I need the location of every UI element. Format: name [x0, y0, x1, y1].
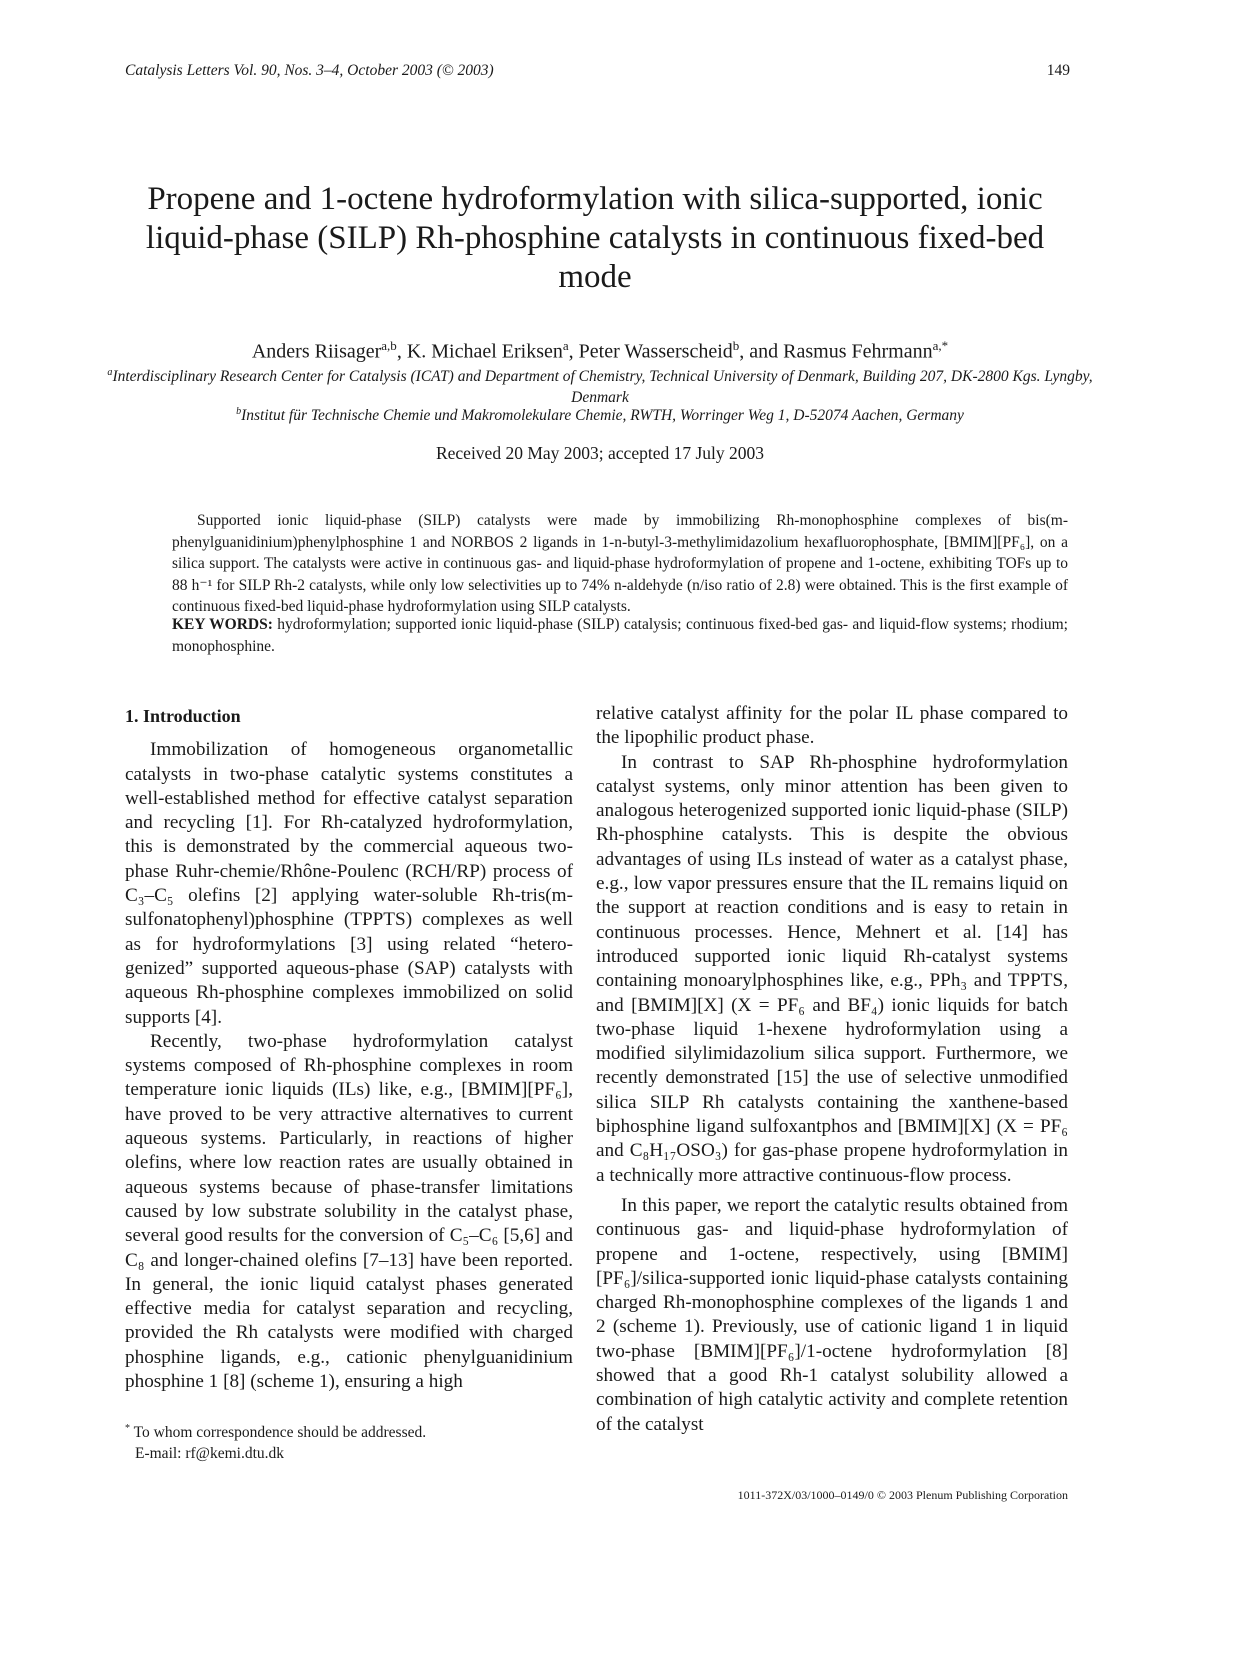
abstract: Supported ionic liquid-phase (SILP) catalysts were made by immobilizing Rh-monophosphine complexes of bis(m-phenylguanidinium)phenylphosphine 1 and NORBOS 2 ligands in 1-n-butyl-3-methylimidazolium hexafluorophosphate, [BMIM][PF₆], on a silica support. The catalysts were active in continuous gas- and liquid-phase hydroformylation of propene and 1-octene, exhibiting TOFs up to 88 h⁻¹ for SILP Rh-2 catalysts, while only low selectivities up to 74% n-aldehyde (n/iso ratio of 2.8) were obtained. This is the first example of continuous fixed-bed liquid-phase hydroformylation using SILP catalysts.	[172, 512, 1068, 615]
separator: ,	[396, 340, 407, 363]
keywords-label: KEY WORDS:	[172, 616, 273, 633]
author-list	[100, 338, 1100, 364]
author-name: Anders Riisager	[251, 340, 382, 363]
affiliation-mark: a	[107, 367, 113, 378]
author-affiliation-mark: a	[562, 338, 569, 353]
paper-title: Propene and 1-octene hydroformylation with silica-supported, ionic liquid-phase (SILP) Rh-phosphine catalysts in continuous fixed-bed mode	[145, 181, 1045, 295]
footnote-email: E-mail: rf@kemi.dtu.dk	[135, 1445, 285, 1463]
paragraph: Immobilization of homogeneous organometallic catalysts in two-phase catalytic systems constitutes a well-established method for effective catalyst separation and recycling [1]. For Rh-catalyzed hydroformylation, this is demonstrated by the commercial aqueous two-phase Ruhr-chemie/Rhône-Poulenc (RCH/RP) process of C₃–C₅ olefins [2] applying water-soluble Rh-tris(m-sulfonatophenyl)phosphine (TPPTS) complexes as well as for hydroformylations [3] using related “hetero-genized” supported aqueous-phase (SAP) catalysts with aqueous Rh-phosphine complexes immobilized on solid supports [4].	[125, 739, 573, 1028]
author-affiliation-mark: a,b	[381, 338, 397, 353]
copyright-line: 1011-372X/03/1000–0149/0 © 2003 Plenum Publishing Corporation	[737, 1488, 1068, 1502]
author-affiliation-mark: a,*	[932, 338, 949, 353]
keywords-text: hydroformylation; supported ionic liquid-phase (SILP) catalysis; continuous fixed-bed gas- and liquid-flow systems; rhodium; monophosphine.	[172, 616, 1068, 655]
author-name: K. Michael Eriksen	[406, 340, 563, 363]
footnote-mark: *	[125, 1423, 131, 1434]
author-name: Peter Wasserscheid	[578, 340, 733, 363]
running-head: Catalysis Letters Vol. 90, Nos. 3–4, October 2003 (© 2003)	[125, 62, 494, 79]
affiliation-text: Institut für Technische Chemie und Makromolekulare Chemie, RWTH, Worringer Weg 1, D-52074 Aachen, Germany	[241, 407, 964, 425]
separator: ,	[568, 340, 579, 363]
author-name: Rasmus Fehrmann	[783, 340, 933, 363]
right-column	[596, 702, 1068, 1437]
footnote	[125, 1418, 426, 1464]
section-heading: 1. Introduction	[125, 706, 241, 726]
affiliation-mark: b	[236, 406, 242, 417]
affiliation-text: Interdisciplinary Research Center for Catalysis (ICAT) and Department of Chemistry, Technical University of Denmark, Building 207, DK-2800 Kgs. Lyngby, Denmark	[112, 368, 1093, 407]
paragraph: In contrast to SAP Rh-phosphine hydroformylation catalyst systems, only minor attention has been given to analogous heterogenized supported ionic liquid-phase (SILP) Rh-phosphine catalysts. This is despite the obvious advantages of using ILs instead of water as a catalyst phase, e.g., low vapor pressures ensure that the IL remains liquid on the support at reaction conditions and is easy to retain in continuous processes. Hence, Mehnert et al. [14] has introduced supported ionic liquid Rh-catalyst systems containing monoarylphosphines like, e.g., PPh₃ and TPPTS, and [BMIM][X] (X = PF₆ and BF₄) ionic liquids for batch two-phase liquid 1-hexene hydroformylation using a modified silylimidazolium silica support. Furthermore, we recently demonstrated [15] the use of selective unmodified silica SILP Rh catalysts containing the xanthene-based biphosphine ligand sulfoxantphos and [BMIM][X] (X = PF₆ and C₈H₁₇OSO₃) for gas-phase propene hydroformylation in a technically more attractive continuous-flow process.	[596, 751, 1068, 1186]
received-dates: Received 20 May 2003; accepted 17 July 2003	[435, 443, 765, 463]
paragraph: Recently, two-phase hydroformylation catalyst systems composed of Rh-phosphine complexes in room temperature ionic liquids (ILs) like, e.g., [BMIM][PF₆], have proved to be very attractive alternatives to current aqueous systems. Particularly, in reactions of higher olefins, where low reaction rates are usually obtained in aqueous systems because of phase-transfer limitations caused by low substrate solubility in the catalyst phase, several good results for the conversion of C₅–C₆ [5,6] and C₈ and longer-chained olefins [7–13] have been reported. In general, the ionic liquid catalyst phases generated effective media for catalyst separation and recycling, provided the Rh catalysts were modified with charged phosphine ligands, e.g., cationic phenylguanidinium phosphine 1 [8] (scheme 1), ensuring a high	[125, 1030, 573, 1393]
paragraph: In this paper, we report the catalytic results obtained from continuous gas- and liquid-phase hydroformylation of propene and 1-octene, respectively, using [BMIM][PF₆]/silica-supported ionic liquid-phase catalysts containing charged Rh-monophosphine complexes of the ligands 1 and 2 (scheme 1). Previously, use of cationic ligand 1 in liquid two-phase [BMIM][PF₆]/1-octene hydroformylation [8] showed that a good Rh-1 catalyst solubility allowed a combination of high catalytic activity and complete retention of the catalyst	[596, 1194, 1068, 1435]
left-column	[125, 702, 573, 1394]
separator: , and	[739, 340, 784, 363]
page-number: 149	[1046, 62, 1070, 79]
keywords	[172, 614, 1068, 657]
affiliation-b	[100, 401, 1100, 426]
footnote-text: To whom correspondence should be addressed.	[133, 1424, 427, 1442]
paragraph: relative catalyst affinity for the polar IL phase compared to the lipophilic product phase.	[596, 703, 1068, 749]
author-affiliation-mark: b	[732, 338, 740, 353]
